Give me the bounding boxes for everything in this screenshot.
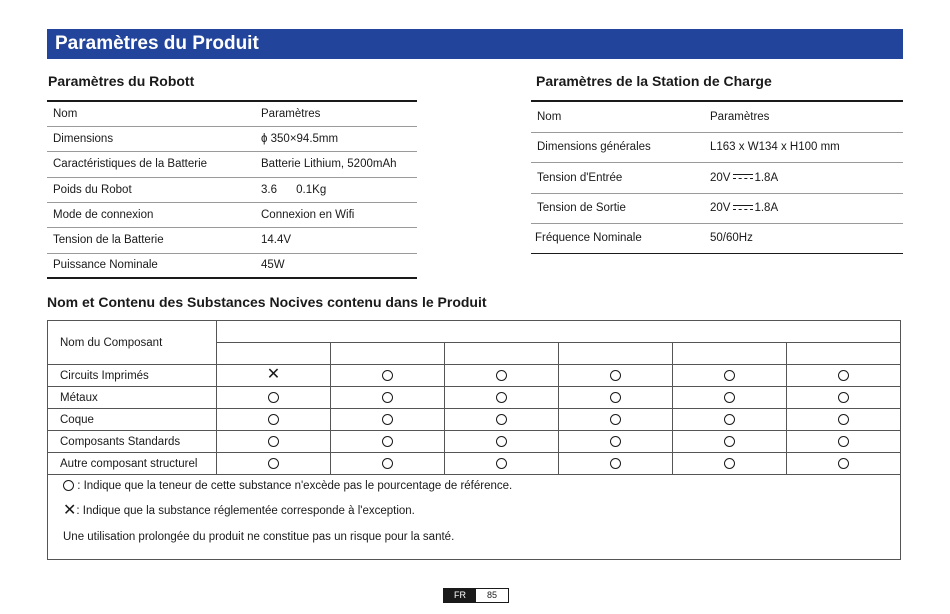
substance-mark	[673, 387, 787, 409]
row-value: Paramètres	[704, 101, 903, 132]
language-label: FR	[444, 589, 476, 602]
circle-icon	[724, 370, 735, 381]
substance-mark	[331, 387, 445, 409]
circle-icon	[63, 480, 74, 491]
circle-icon	[838, 458, 849, 469]
substance-mark	[445, 365, 559, 387]
substance-mark	[787, 365, 901, 387]
substance-mark	[673, 431, 787, 453]
circle-icon	[610, 392, 621, 403]
substance-header-group	[217, 321, 901, 343]
substance-mark	[787, 387, 901, 409]
page-footer	[443, 588, 509, 603]
component-name-header: Nom du Composant	[48, 321, 217, 365]
cross-icon: ✕	[266, 366, 281, 384]
substance-mark	[331, 409, 445, 431]
dc-symbol-icon	[733, 204, 753, 212]
voltage-value: 20V	[710, 202, 731, 214]
table-row	[48, 431, 901, 453]
circle-icon	[724, 458, 735, 469]
substance-header-cell	[217, 343, 331, 365]
component-name: Métaux	[48, 387, 217, 409]
substance-header-cell	[445, 343, 559, 365]
circle-icon	[724, 392, 735, 403]
component-name: Coque	[48, 409, 217, 431]
table-row	[48, 365, 901, 387]
circle-icon	[838, 414, 849, 425]
row-value: L163 x W134 x H100 mm	[704, 132, 903, 162]
current-value: 1.8A	[754, 202, 779, 214]
row-value: Batterie Lithium, 5200mAh	[255, 151, 417, 177]
station-params-table	[531, 100, 903, 254]
substance-mark	[217, 409, 331, 431]
dc-symbol-icon	[733, 173, 753, 181]
section-banner	[47, 29, 903, 59]
substance-mark	[559, 409, 673, 431]
station-params-title: Paramètres de la Station de Charge	[536, 73, 772, 89]
circle-icon	[724, 414, 735, 425]
substance-mark	[673, 409, 787, 431]
row-label: Caractéristiques de la Batterie	[47, 151, 255, 177]
substances-notes	[47, 472, 901, 560]
table-row	[47, 253, 417, 278]
substances-table	[47, 320, 901, 475]
table-row	[531, 132, 903, 162]
substance-mark	[217, 365, 331, 387]
table-row	[47, 227, 417, 253]
substance-mark	[331, 431, 445, 453]
circle-icon	[838, 392, 849, 403]
circle-icon	[610, 458, 621, 469]
voltage-value: 20V	[710, 171, 731, 184]
substance-mark	[673, 365, 787, 387]
row-value: 50/60Hz	[710, 232, 753, 244]
table-row	[531, 193, 903, 223]
substance-mark	[445, 409, 559, 431]
circle-icon	[838, 370, 849, 381]
circle-icon	[382, 392, 393, 403]
page-number: 85	[486, 590, 497, 600]
table-row	[47, 202, 417, 227]
substance-mark	[559, 431, 673, 453]
component-name: Autre composant structurel	[48, 453, 217, 475]
substance-mark	[559, 387, 673, 409]
banner-title: Paramètres du Produit	[55, 33, 259, 54]
circle-icon	[268, 414, 279, 425]
row-label: Nom	[531, 101, 704, 132]
table-row	[48, 387, 901, 409]
substance-mark	[331, 365, 445, 387]
circle-icon	[610, 436, 621, 447]
substance-header-cell	[559, 343, 673, 365]
row-label: Nom	[47, 101, 255, 126]
circle-icon	[496, 414, 507, 425]
row-value	[704, 162, 903, 193]
circle-icon	[382, 458, 393, 469]
table-row	[48, 409, 901, 431]
row-value	[704, 193, 903, 223]
substance-mark	[787, 409, 901, 431]
substance-mark	[787, 431, 901, 453]
table-row	[47, 151, 417, 177]
robot-params-table	[47, 100, 417, 279]
circle-icon	[496, 392, 507, 403]
circle-icon	[724, 436, 735, 447]
row-label: Fréquence Nominale	[535, 232, 642, 244]
table-row	[531, 162, 903, 193]
substance-mark	[217, 431, 331, 453]
component-name: Composants Standards	[48, 431, 217, 453]
row-label: Tension d'Entrée	[531, 162, 704, 193]
circle-icon	[496, 370, 507, 381]
note-cross: ✕: Indique que la substance réglementée corresponde à l'exception.	[63, 502, 415, 519]
circle-icon	[268, 392, 279, 403]
circle-icon	[268, 458, 279, 469]
substance-header-cell	[331, 343, 445, 365]
note-circle: : Indique que la teneur de cette substance n'excède pas le pourcentage de référence.	[63, 480, 512, 492]
row-value: 14.4V	[255, 227, 417, 253]
circle-icon	[268, 436, 279, 447]
robot-params-title: Paramètres du Robott	[48, 73, 195, 89]
row-label: Dimensions	[47, 126, 255, 151]
row-value: 45W	[261, 259, 285, 272]
note-health: Une utilisation prolongée du produit ne constitue pas un risque pour la santé.	[63, 531, 455, 543]
substance-mark	[445, 387, 559, 409]
substance-header-cell	[787, 343, 901, 365]
row-value: 3.6 0.1Kg	[255, 177, 417, 202]
substance-mark	[217, 387, 331, 409]
row-value: ϕ 350×94.5mm	[255, 126, 417, 151]
row-label: Dimensions générales	[531, 132, 704, 162]
current-value: 1.8A	[754, 171, 779, 184]
substance-header-cell	[673, 343, 787, 365]
row-label: Puissance Nominale	[53, 259, 158, 272]
circle-icon	[496, 436, 507, 447]
row-value: Connexion en Wifi	[255, 202, 417, 227]
circle-icon	[610, 370, 621, 381]
row-label: Poids du Robot	[47, 177, 255, 202]
table-header-row	[48, 321, 901, 343]
substances-title: Nom et Contenu des Substances Nocives contenu dans le Produit	[47, 294, 487, 310]
row-value: Paramètres	[255, 101, 417, 126]
circle-icon	[382, 436, 393, 447]
row-label: Tension de la Batterie	[47, 227, 255, 253]
table-row	[47, 101, 417, 126]
circle-icon	[610, 414, 621, 425]
circle-icon	[496, 458, 507, 469]
table-row	[531, 101, 903, 132]
table-row	[531, 223, 903, 253]
circle-icon	[382, 370, 393, 381]
substance-mark	[559, 365, 673, 387]
circle-icon	[838, 436, 849, 447]
table-row	[47, 177, 417, 202]
circle-icon	[382, 414, 393, 425]
row-label: Tension de Sortie	[531, 193, 704, 223]
row-label: Mode de connexion	[47, 202, 255, 227]
component-name: Circuits Imprimés	[48, 365, 217, 387]
substance-mark	[445, 431, 559, 453]
cross-icon: ✕	[63, 502, 77, 519]
table-row	[47, 126, 417, 151]
